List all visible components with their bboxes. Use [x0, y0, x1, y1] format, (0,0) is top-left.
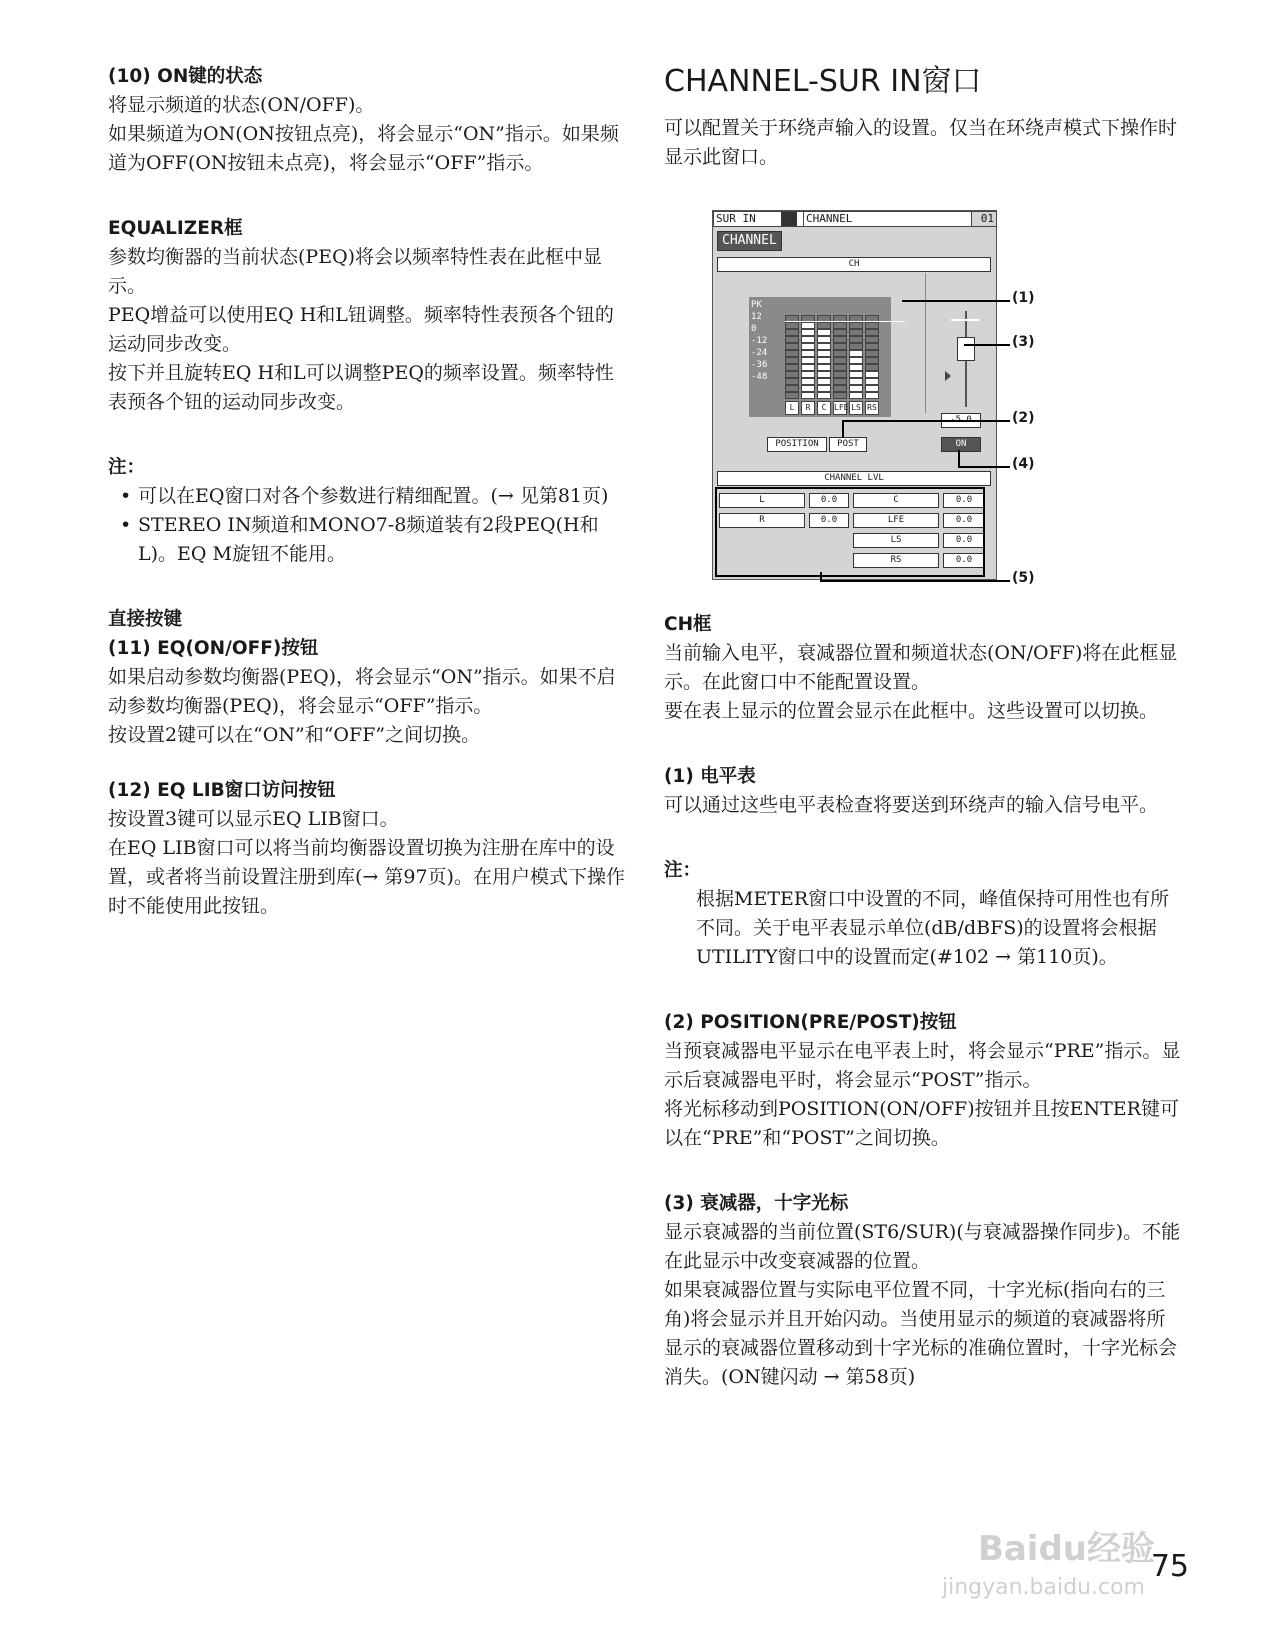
lvl-name-lfe: LFE	[853, 513, 939, 528]
lvl-value-l: 0.0	[809, 493, 849, 508]
scale-label: -48	[751, 372, 768, 382]
meter-segment	[817, 343, 831, 350]
meter-segment	[833, 357, 847, 364]
paragraph: 如果衰减器位置与实际电平位置不同，十字光标(指向右的三角)将会显示并且开始闪动。当使用显示的频道的衰减器将所显示的衰减器位置移动到十字光标的准确位置时，十字光标会消失。(ON键闪动 → 第58页)	[664, 1279, 1178, 1388]
mixer-screen	[712, 210, 997, 580]
heading-on-key: (10) ON键的状态	[108, 66, 263, 87]
meter-segment	[817, 357, 831, 364]
meter-segment	[833, 392, 847, 399]
screen-figure	[712, 210, 1072, 610]
paragraph: 将光标移动到POSITION(ON/OFF)按钮并且按ENTER键可以在“PRE”和“POST”之间切换。	[664, 1098, 1179, 1149]
callout-line-5	[820, 580, 1010, 582]
paragraph: 可以通过这些电平表检查将要送到环绕声的输入信号电平。	[664, 794, 1159, 816]
meter-bar	[801, 315, 815, 399]
level-meters	[749, 297, 891, 417]
meter-segment	[849, 329, 863, 336]
meter-segment	[785, 336, 799, 343]
page-tab-channel: CHANNEL	[717, 231, 782, 251]
meter-segment	[849, 357, 863, 364]
channel-lvl-bar: CHANNEL LVL	[717, 471, 991, 486]
scale-label: -24	[751, 348, 768, 358]
meter-segment	[801, 385, 815, 392]
meter-scale	[751, 299, 777, 383]
paragraph: 当前输入电平，衰减器位置和频道状态(ON/OFF)将在此框显示。在此窗口中不能配置设置。	[664, 642, 1178, 693]
page-number: 75	[1150, 1549, 1189, 1584]
meter-segment	[865, 371, 879, 378]
callout-line-4b	[958, 450, 960, 468]
note-list	[108, 482, 628, 569]
meter-segment	[801, 364, 815, 371]
lvl-name-l: L	[719, 493, 805, 508]
meter-bar	[865, 315, 879, 399]
heading-eq-lib: (12) EQ LIB窗口访问按钮	[108, 780, 336, 801]
scale-label: PK	[751, 300, 762, 310]
meter-segment	[817, 350, 831, 357]
meter-segment	[785, 357, 799, 364]
left-column	[108, 62, 628, 921]
meter-segment	[849, 364, 863, 371]
meter-bar	[785, 315, 799, 399]
meter-segment	[817, 336, 831, 343]
meter-labels	[785, 401, 885, 415]
meter-segment	[785, 343, 799, 350]
callout-3: (3)	[1012, 334, 1035, 350]
meter-segment	[801, 378, 815, 385]
watermark-url: jingyan.baidu.com	[941, 1575, 1145, 1600]
cursor-triangle-icon	[945, 371, 951, 381]
heading-fader: (3) 衰减器，十字光标	[664, 1193, 849, 1214]
on-button[interactable]: ON	[941, 437, 981, 452]
meter-segment	[801, 350, 815, 357]
meter-segment	[801, 371, 815, 378]
meter-bar	[849, 315, 863, 399]
scale-label: -12	[751, 336, 768, 346]
lvl-value-r: 0.0	[809, 513, 849, 528]
meter-segment	[865, 322, 879, 329]
tab-sur-in: SUR IN	[713, 211, 805, 227]
meter-segment	[817, 392, 831, 399]
callout-2: (2)	[1012, 410, 1035, 426]
meter-segment	[817, 385, 831, 392]
heading-eq-button: (11) EQ(ON/OFF)按钮	[108, 638, 319, 659]
meter-bars	[785, 311, 885, 399]
lvl-value-ls: 0.0	[943, 533, 985, 548]
meter-segment	[801, 329, 815, 336]
paragraph: PEQ增益可以使用EQ H和L钮调整。频率特性表预各个钮的运动同步改变。	[108, 304, 614, 355]
callout-line-3	[964, 344, 1010, 346]
fader-divider	[925, 273, 926, 413]
meter-segment	[849, 336, 863, 343]
meter-segment	[833, 385, 847, 392]
list-item: • STEREO IN频道和MONO7-8频道装有2段PEQ(H和L)。EQ M旋钮不能用。	[138, 511, 628, 569]
meter-segment	[817, 322, 831, 329]
fader-knob	[957, 337, 975, 361]
note-label: 注：	[664, 860, 702, 881]
callout-line-5b	[820, 572, 822, 582]
lvl-name-ls: LS	[853, 533, 939, 548]
meter-segment	[865, 378, 879, 385]
meter-label: C	[817, 401, 831, 415]
meter-segment	[801, 357, 815, 364]
tab-channel-name: CHANNEL	[803, 211, 975, 227]
meter-segment	[817, 378, 831, 385]
paragraph: 如果启动参数均衡器(PEQ)，将会显示“ON”指示。如果不启动参数均衡器(PEQ)，将会显示“OFF”指示。	[108, 666, 616, 717]
callout-line-1	[902, 300, 1010, 302]
heading-level-meter: (1) 电平表	[664, 766, 756, 787]
paragraph: 按下并且旋转EQ H和L可以调整PEQ的频率设置。频率特性表预各个钮的运动同步改变。	[108, 362, 614, 413]
meter-segment	[833, 329, 847, 336]
meter-label: LFE	[833, 401, 847, 415]
paragraph: 如果频道为ON(ON按钮点亮)，将会显示“ON”指示。如果频道为OFF(ON按钮未点亮)，将会显示“OFF”指示。	[108, 123, 619, 174]
meter-segment	[801, 343, 815, 350]
paragraph: 将显示频道的状态(ON/OFF)。	[108, 94, 375, 116]
lvl-name-rs: RS	[853, 553, 939, 568]
lvl-name-r: R	[719, 513, 805, 528]
meter-segment	[817, 371, 831, 378]
meter-segment	[785, 378, 799, 385]
heading-equalizer: EQUALIZER框	[108, 218, 243, 239]
post-indicator: POST	[829, 437, 867, 452]
scale-label: 0	[751, 324, 757, 334]
meter-segment	[817, 364, 831, 371]
meter-segment	[801, 336, 815, 343]
paragraph: 显示衰减器的当前位置(ST6/SUR)(与衰减器操作同步)。不能在此显示中改变衰减器的位置。	[664, 1221, 1181, 1272]
right-column	[664, 62, 1184, 1392]
meter-segment	[849, 371, 863, 378]
meter-segment	[849, 322, 863, 329]
paragraph: 可以配置关于环绕声输入的设置。仅当在环绕声模式下操作时显示此窗口。	[664, 117, 1178, 168]
page-title: CHANNEL-SUR IN窗口	[664, 64, 982, 99]
meter-label: R	[801, 401, 815, 415]
meter-segment	[801, 392, 815, 399]
meter-segment	[785, 371, 799, 378]
watermark-logo: Baidu经验	[977, 1529, 1155, 1569]
meter-segment	[833, 350, 847, 357]
meter-segment	[865, 385, 879, 392]
meter-segment	[849, 392, 863, 399]
heading-direct-keys: 直接按键	[108, 609, 183, 630]
meter-segment	[865, 392, 879, 399]
callout-line-2	[842, 420, 1010, 422]
meter-segment	[833, 343, 847, 350]
meter-segment	[785, 329, 799, 336]
lvl-group-frame	[715, 487, 985, 577]
meter-segment	[785, 322, 799, 329]
heading-ch-box: CH框	[664, 614, 712, 635]
crosshair-cursor	[951, 319, 979, 321]
note-label: 注：	[108, 457, 146, 478]
meter-segment	[865, 336, 879, 343]
meter-segment	[865, 364, 879, 371]
lvl-name-c: C	[853, 493, 939, 508]
zero-db-line	[785, 321, 905, 322]
meter-bar	[833, 315, 847, 399]
meter-segment	[865, 357, 879, 364]
meter-segment	[849, 385, 863, 392]
meter-segment	[849, 350, 863, 357]
callout-line-4	[958, 466, 1010, 468]
scale-label: -36	[751, 360, 768, 370]
tab-indicator	[781, 212, 797, 226]
ch-bar: CH	[717, 257, 991, 272]
lvl-value-rs: 0.0	[943, 553, 985, 568]
meter-segment	[785, 364, 799, 371]
heading-position-button: (2) POSITION(PRE/POST)按钮	[664, 1012, 957, 1033]
note-text: 根据METER窗口中设置的不同，峰值保持可用性也有所不同。关于电平表显示单位(dB/dBFS)的设置将会根据UTILITY窗口中的设置而定(#102 → 第110页)。	[696, 888, 1170, 968]
paragraph: 要在表上显示的位置会显示在此框中。这些设置可以切换。	[664, 700, 1159, 722]
meter-label: LS	[849, 401, 863, 415]
meter-segment	[849, 343, 863, 350]
paragraph: 按设置3键可以显示EQ LIB窗口。	[108, 808, 399, 830]
meter-segment	[833, 336, 847, 343]
meter-segment	[833, 364, 847, 371]
meter-label: RS	[865, 401, 879, 415]
meter-segment	[865, 350, 879, 357]
position-button[interactable]: POSITION	[767, 437, 827, 452]
meter-segment	[833, 322, 847, 329]
callout-4: (4)	[1012, 456, 1035, 472]
meter-segment	[785, 350, 799, 357]
meter-bar	[817, 315, 831, 399]
meter-segment	[865, 343, 879, 350]
paragraph: 按设置2键可以在“ON”和“OFF”之间切换。	[108, 724, 481, 746]
paragraph: 在EQ LIB窗口可以将当前均衡器设置切换为注册在库中的设置，或者将当前设置注册到库(→ 第97页)。在用户模式下操作时不能使用此按钮。	[108, 837, 625, 917]
meter-segment	[833, 371, 847, 378]
list-item: • 可以在EQ窗口对各个参数进行精细配置。(→ 见第81页)	[138, 482, 628, 511]
channel-number: 01	[971, 211, 997, 227]
meter-segment	[833, 378, 847, 385]
callout-1: (1)	[1012, 290, 1035, 306]
meter-segment	[785, 392, 799, 399]
callout-line-2b	[842, 420, 844, 438]
meter-segment	[865, 329, 879, 336]
meter-segment	[817, 329, 831, 336]
callout-5: (5)	[1012, 570, 1035, 586]
meter-segment	[849, 378, 863, 385]
meter-label: L	[785, 401, 799, 415]
scale-label: 12	[751, 312, 762, 322]
paragraph: 当预衰减器电平显示在电平表上时，将会显示“PRE”指示。显示后衰减器电平时，将会显示“POST”指示。	[664, 1040, 1181, 1091]
meter-segment	[801, 322, 815, 329]
meter-segment	[785, 385, 799, 392]
lvl-value-lfe: 0.0	[943, 513, 985, 528]
lvl-value-c: 0.0	[943, 493, 985, 508]
paragraph: 参数均衡器的当前状态(PEQ)将会以频率特性表在此框中显示。	[108, 246, 603, 297]
